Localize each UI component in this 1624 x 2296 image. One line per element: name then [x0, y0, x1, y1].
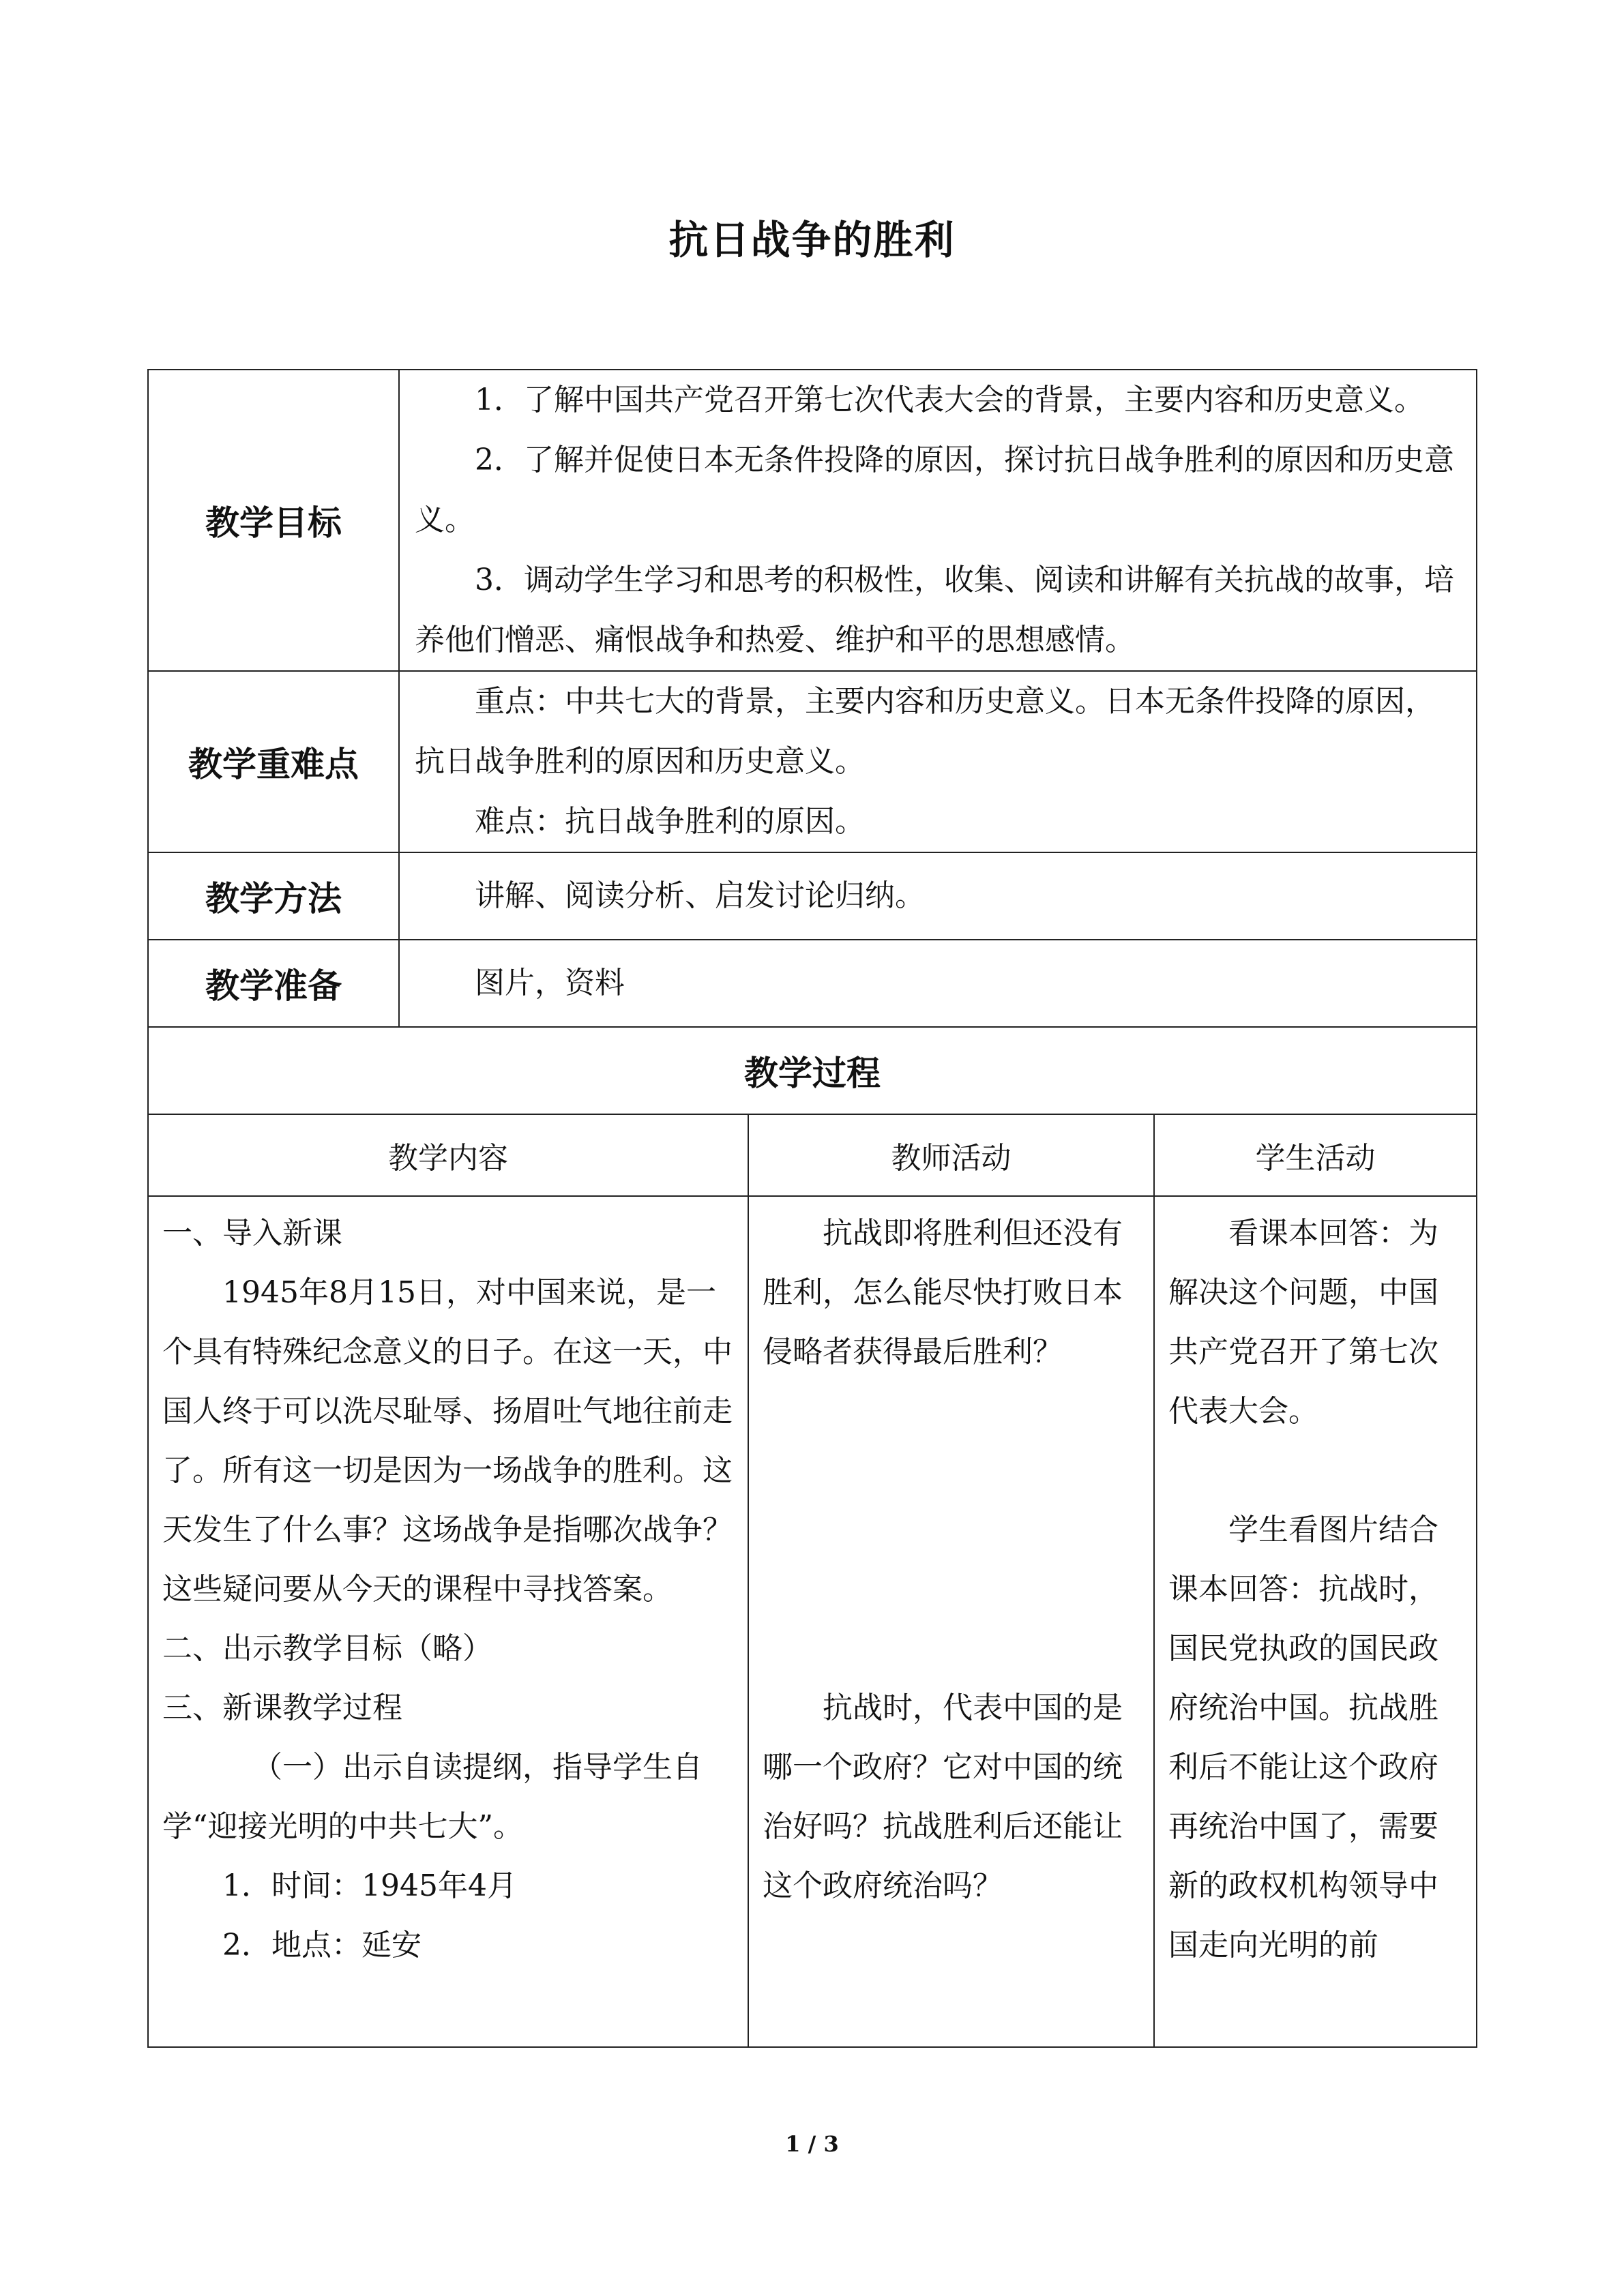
preparation-label: 教学准备	[148, 940, 399, 1027]
key-points-label: 教学重难点	[148, 671, 399, 852]
key-points-content	[399, 671, 1477, 852]
objective-item: 3．调动学生学习和思考的积极性，收集、阅读和讲解有关抗战的故事，培养他们憎恶、痛恨战争和热爱、维护和平的思想感情。	[415, 563, 1454, 657]
lesson-plan-table	[147, 369, 1477, 2048]
content-line: 二、出示教学目标（略）	[162, 1631, 492, 1666]
process-heading-row	[148, 1027, 1477, 1114]
methods-content	[399, 852, 1477, 940]
process-column-headers	[148, 1114, 1477, 1196]
methods-row	[148, 852, 1477, 940]
page-title: 抗日战争的胜利	[668, 217, 956, 263]
methods-value: 讲解、阅读分析、启发讨论归纳。	[475, 878, 925, 913]
content-line: 1945年8月15日，对中国来说，是一个具有特殊纪念意义的日子。在这一天，中国人终于可以洗尽耻辱、扬眉吐气地往前走了。所有这一切是因为一场战争的胜利。这天发生了什么事？这场战争是指哪次战争？这些疑问要从今天的课程中寻找答案。	[162, 1275, 733, 1607]
column-header-content: 教学内容	[148, 1114, 748, 1196]
objective-item: 2．了解并促使日本无条件投降的原因，探讨抗日战争胜利的原因和历史意义。	[415, 443, 1454, 537]
teacher-activity-text: 抗战即将胜利但还没有胜利，怎么能尽快打败日本侵略者获得最后胜利？	[763, 1216, 1123, 1369]
content-line: 三、新课教学过程	[162, 1690, 402, 1725]
key-point-text: 重点：中共七大的背景，主要内容和历史意义。日本无条件投降的原因，抗日战争胜利的原因和历史意义。	[415, 684, 1435, 779]
student-activity-text: 学生看图片结合课本回答：抗战时，国民党执政的国民政府统治中国。抗战胜利后不能让这个政府再统治中国了，需要新的政权机构领导中国走向光明的前	[1168, 1512, 1438, 1963]
teacher-activity-cell	[748, 1196, 1154, 2047]
column-header-teacher: 教师活动	[748, 1114, 1154, 1196]
difficulty-text: 难点：抗日战争胜利的原因。	[475, 804, 865, 839]
student-activity-text: 看课本回答：为解决这个问题，中国共产党召开了第七次代表大会。	[1168, 1216, 1438, 1429]
objectives-label: 教学目标	[148, 370, 399, 671]
content-line: 2．地点：延安	[222, 1928, 422, 1963]
spacer	[1168, 1441, 1462, 1500]
column-header-student: 学生活动	[1154, 1114, 1477, 1196]
teacher-activity-text: 抗战时，代表中国的是哪一个政府？它对中国的统治好吗？抗战胜利后还能让这个政府统治吗？	[763, 1690, 1123, 1903]
page-number: 1 / 3	[785, 2131, 839, 2157]
preparation-value: 图片，资料	[475, 966, 625, 1000]
process-heading: 教学过程	[148, 1027, 1477, 1114]
process-body-row	[148, 1196, 1477, 2047]
key-points-row	[148, 671, 1477, 852]
objective-item: 1．了解中国共产党召开第七次代表大会的背景，主要内容和历史意义。	[475, 383, 1424, 417]
teaching-content-cell	[148, 1196, 748, 2047]
content-line: （一）出示自读提纲，指导学生自学“迎接光明的中共七大”。	[162, 1750, 703, 1844]
methods-label: 教学方法	[148, 852, 399, 940]
preparation-content	[399, 940, 1477, 1027]
content-line: 一、导入新课	[162, 1216, 342, 1251]
content-line: 1．时间：1945年4月	[222, 1868, 517, 1903]
objectives-row	[148, 370, 1477, 671]
student-activity-cell	[1154, 1196, 1477, 2047]
spacer	[763, 1382, 1140, 1678]
objectives-content	[399, 370, 1477, 671]
preparation-row	[148, 940, 1477, 1027]
